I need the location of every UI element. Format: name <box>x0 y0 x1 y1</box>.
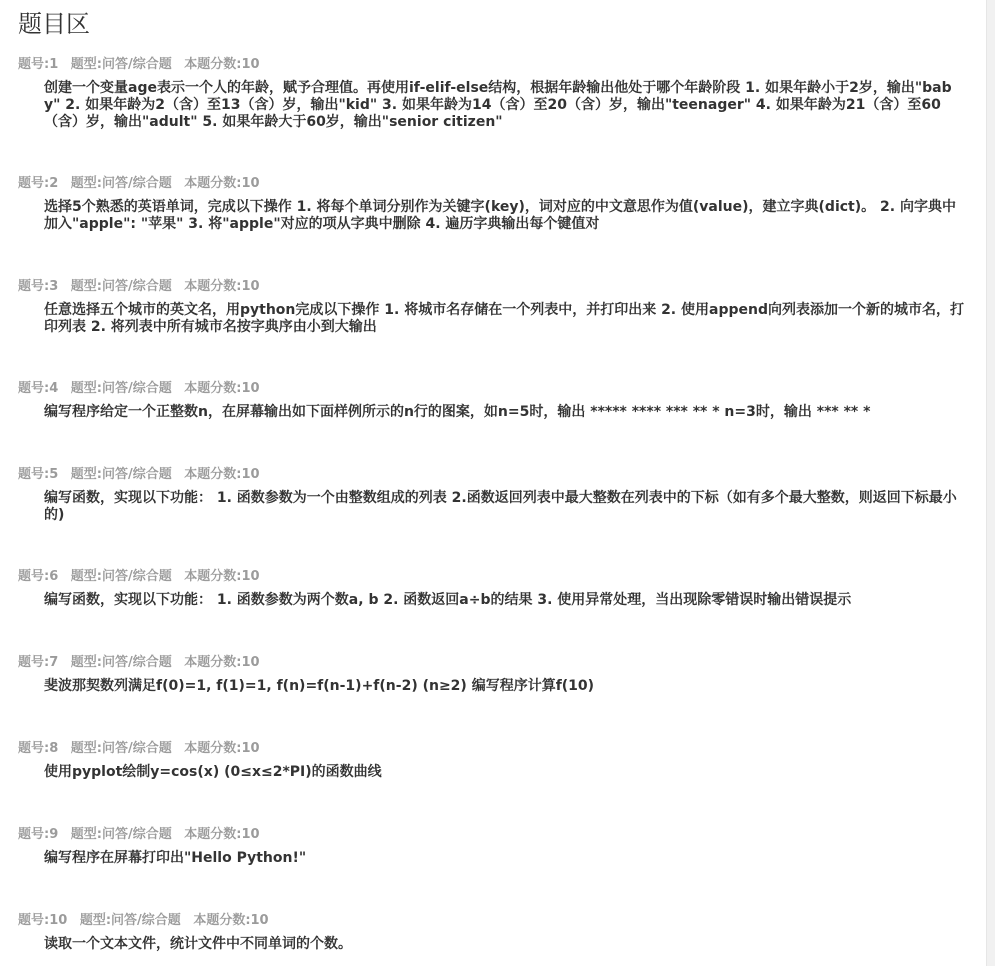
question-8 <box>18 740 968 781</box>
question-score: 本题分数:10 <box>184 176 260 191</box>
question-meta <box>18 654 968 672</box>
question-text: 使用pyplot绘制y=cos(x) (0≤x≤2*PI)的函数曲线 <box>44 764 382 780</box>
question-type: 题型:问答/综合题 <box>70 467 172 482</box>
question-number: 题号:2 <box>18 176 59 191</box>
question-text: 斐波那契数列满足f(0)=1, f(1)=1, f(n)=f(n-1)+f(n-2) (n≥2) 编写程序计算f(10) <box>44 678 595 694</box>
question-number: 题号:5 <box>18 467 59 482</box>
question-number: 题号:1 <box>18 57 59 72</box>
question-type: 题型:问答/综合题 <box>70 655 172 670</box>
question-meta <box>18 826 968 844</box>
vertical-scrollbar[interactable] <box>986 0 995 966</box>
question-6 <box>18 568 968 609</box>
question-number: 题号:4 <box>18 381 59 396</box>
question-number: 题号:6 <box>18 569 59 584</box>
question-type: 题型:问答/综合题 <box>70 741 172 756</box>
question-meta <box>18 466 968 484</box>
question-text: 选择5个熟悉的英语单词，完成以下操作 1. 将每个单词分别作为关键字(key)，词对应的中文意思作为值(value)，建立字典(dict)。 2. 向字典中加入"apple": "苹果" 3. 将"apple"对应的项从字典中删除 4. 遍历字典输出每个键值对 <box>44 199 956 232</box>
question-score: 本题分数:10 <box>193 913 269 928</box>
question-score: 本题分数:10 <box>184 279 260 294</box>
question-meta <box>18 740 968 758</box>
question-type: 题型:问答/综合题 <box>70 279 172 294</box>
question-meta <box>18 175 968 193</box>
page-title: 题目区 <box>18 10 90 38</box>
question-score: 本题分数:10 <box>184 381 260 396</box>
question-score: 本题分数:10 <box>184 827 260 842</box>
question-number: 题号:9 <box>18 827 59 842</box>
question-type: 题型:问答/综合题 <box>79 913 181 928</box>
question-meta <box>18 568 968 586</box>
question-meta <box>18 278 968 296</box>
question-text: 创建一个变量age表示一个人的年龄，赋予合理值。再使用if-elif-else结构，根据年龄输出他处于哪个年龄阶段 1. 如果年龄小于2岁，输出"baby" 2. 如果年龄为2（含）至13（含）岁，输出"kid" 3. 如果年龄为14（含）至20（含）岁，输出"teenager" 4. 如果年龄为21（含）至60（含）岁，输出"adult" 5. 如果年龄大于60岁，输出"senior citizen" <box>44 80 952 130</box>
question-text: 编写函数，实现以下功能： 1. 函数参数为两个数a, b 2. 函数返回a÷b的结果 3. 使用异常处理，当出现除零错误时输出错误提示 <box>44 592 852 608</box>
question-text: 编写程序给定一个正整数n，在屏幕输出如下面样例所示的n行的图案，如n=5时，输出 ***** **** *** ** * n=3时，输出 *** ** * <box>44 404 871 420</box>
question-score: 本题分数:10 <box>184 57 260 72</box>
question-score: 本题分数:10 <box>184 569 260 584</box>
question-score: 本题分数:10 <box>184 741 260 756</box>
question-type: 题型:问答/综合题 <box>70 176 172 191</box>
question-1 <box>18 56 968 131</box>
question-type: 题型:问答/综合题 <box>70 57 172 72</box>
question-score: 本题分数:10 <box>184 655 260 670</box>
question-text: 任意选择五个城市的英文名，用python完成以下操作 1. 将城市名存储在一个列表中，并打印出来 2. 使用append向列表添加一个新的城市名，打印列表 2. 将列表中所有城市名按字典序由小到大输出 <box>44 302 964 335</box>
question-type: 题型:问答/综合题 <box>70 569 172 584</box>
question-2 <box>18 175 968 233</box>
question-10 <box>18 912 968 953</box>
question-4 <box>18 380 968 421</box>
question-number: 题号:3 <box>18 279 59 294</box>
question-text: 读取一个文本文件，统计文件中不同单词的个数。 <box>44 936 352 952</box>
question-7 <box>18 654 968 695</box>
question-type: 题型:问答/综合题 <box>70 381 172 396</box>
question-number: 题号:10 <box>18 913 68 928</box>
question-number: 题号:8 <box>18 741 59 756</box>
question-type: 题型:问答/综合题 <box>70 827 172 842</box>
question-number: 题号:7 <box>18 655 59 670</box>
question-3 <box>18 278 968 336</box>
question-score: 本题分数:10 <box>184 467 260 482</box>
question-9 <box>18 826 968 867</box>
question-text: 编写函数，实现以下功能： 1. 函数参数为一个由整数组成的列表 2.函数返回列表中最大整数在列表中的下标（如有多个最大整数，则返回下标最小的) <box>44 490 957 523</box>
question-5 <box>18 466 968 524</box>
question-meta <box>18 380 968 398</box>
question-meta <box>18 912 968 930</box>
question-text: 编写程序在屏幕打印出"Hello Python!" <box>44 850 307 866</box>
question-meta <box>18 56 968 74</box>
